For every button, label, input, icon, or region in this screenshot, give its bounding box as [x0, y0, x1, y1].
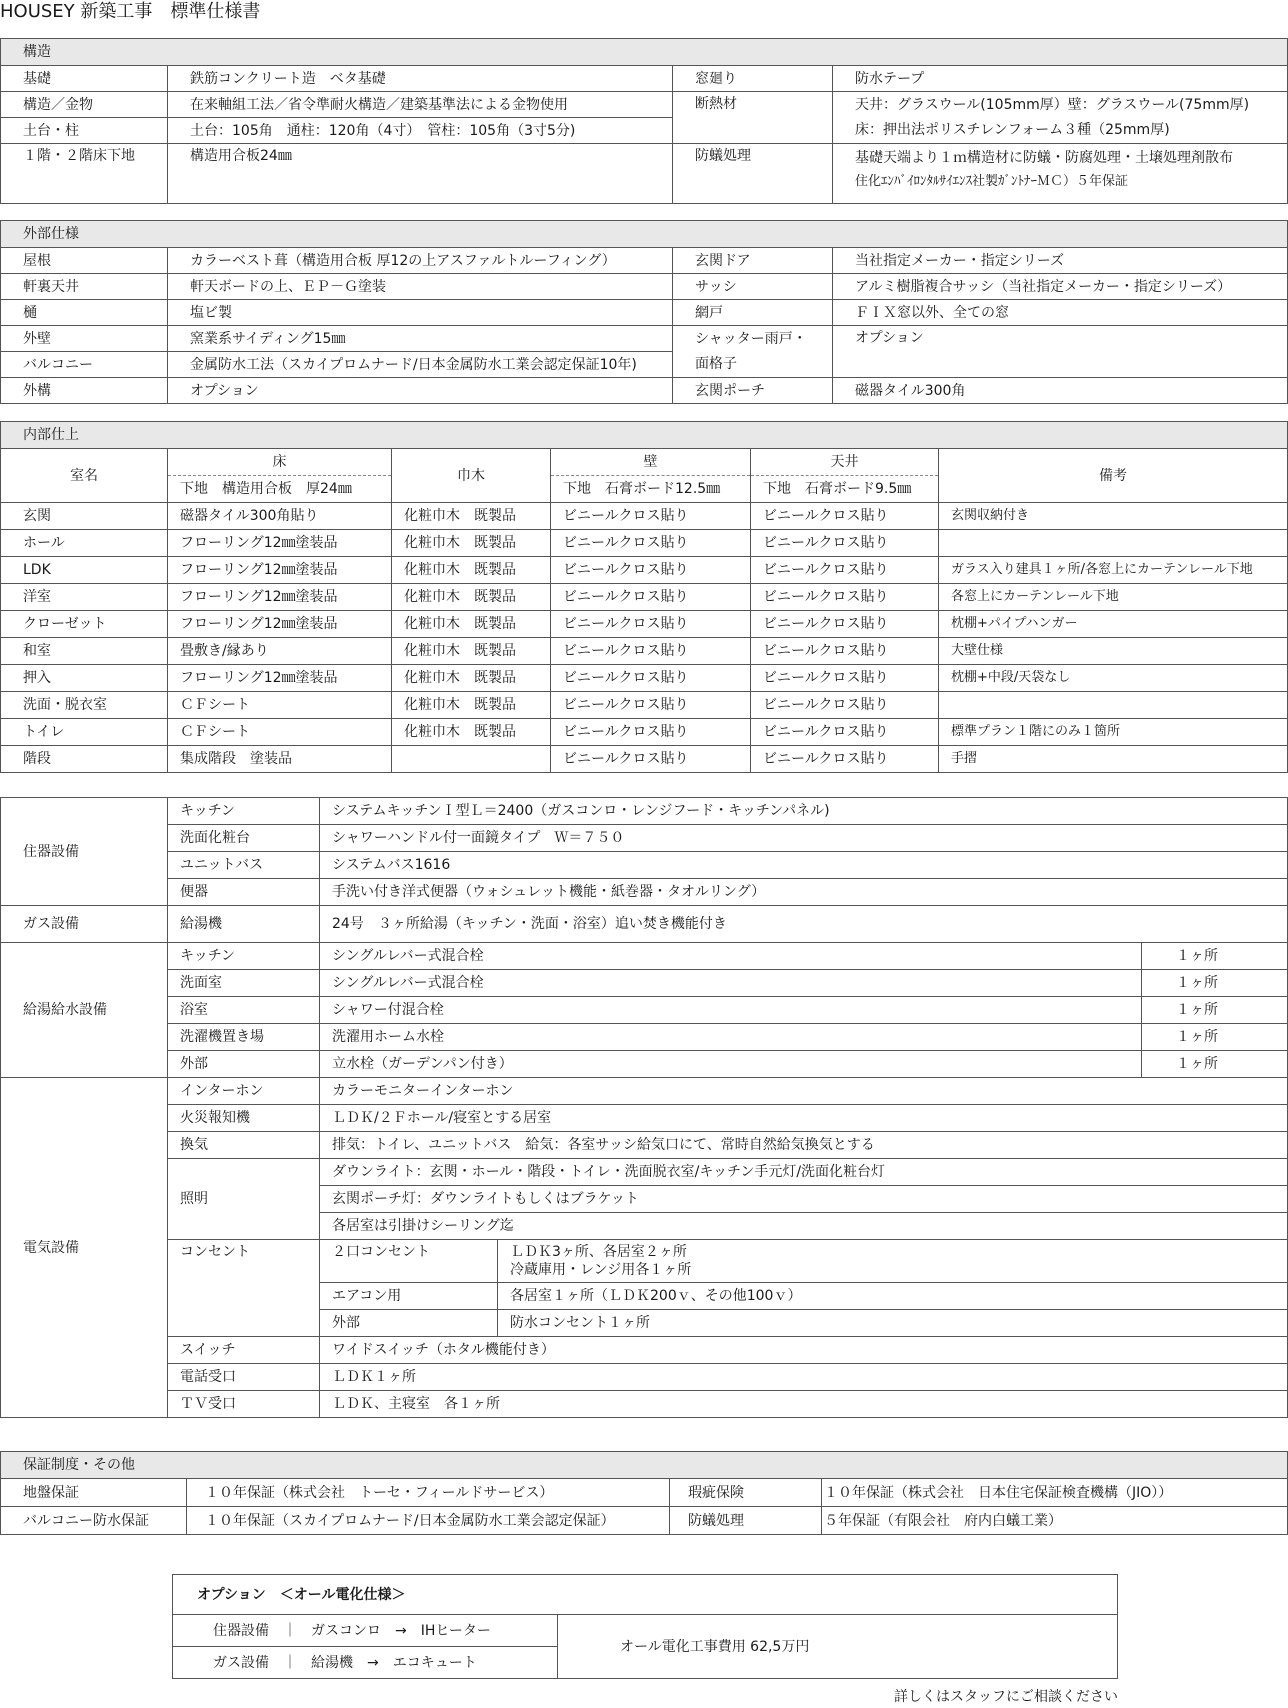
row-label: １階・２階床下地: [1, 144, 168, 204]
row-value: １０年保証（スカイプロムナード/日本金属防水工業会認定保証）: [187, 1507, 670, 1535]
equip-spec: カラーモニターインターホン: [320, 1078, 1288, 1105]
wall-cell: ビニールクロス貼り: [551, 530, 751, 557]
option-row: ガス設備 ｜ 給湯機 → エコキュート: [173, 1647, 558, 1679]
equip-spec: ダウンライト：玄関・ホール・階段・トイレ・洗面脱衣室/キッチン手元灯/洗面化粧台灯: [320, 1159, 1288, 1186]
structure-table: [0, 38, 1288, 204]
equip-item: 換気: [168, 1132, 320, 1159]
option-row: 住器設備 ｜ ガスコンロ → IHヒーター: [173, 1615, 558, 1647]
equip-spec: シャワー付混合栓: [320, 997, 1142, 1024]
warranty-table: [0, 1451, 1288, 1535]
row-value: 磁器タイル300角: [833, 378, 1288, 404]
housing-label: 住器設備: [1, 798, 168, 906]
row-label: 軒裏天井: [1, 274, 168, 300]
row-value: 在来軸組工法／省令準耐火構造／建築基準法による金物使用: [168, 92, 673, 118]
equip-spec: ＬＤＫ１ヶ所: [320, 1364, 1288, 1391]
equip-spec: システムキッチンＩ型Ｌ＝2400（ガスコンロ・レンジフード・キッチンパネル): [320, 798, 1288, 825]
col-floor: 床: [168, 449, 392, 476]
baseboard-cell: 化粧巾木 既製品: [392, 530, 551, 557]
equip-spec: 排気：トイレ、ユニットバス 給気：各室サッシ給気口にて、常時自然給気換気とする: [320, 1132, 1288, 1159]
equip-qty: １ヶ所: [1142, 970, 1288, 997]
row-value: 天井：グラスウール(105mm厚）壁：グラスウール(75mm厚): [833, 92, 1288, 118]
room-cell: トイレ: [1, 719, 168, 746]
row-value: アルミ樹脂複合サッシ（当社指定メーカー・指定シリーズ）: [833, 274, 1288, 300]
row-label: 玄関ドア: [673, 248, 833, 274]
room-cell: クローゼット: [1, 611, 168, 638]
row-label: 防蟻処理: [673, 144, 833, 204]
baseboard-cell: 化粧巾木 既製品: [392, 692, 551, 719]
equip-qty: １ヶ所: [1142, 997, 1288, 1024]
equip-item: コンセント: [168, 1240, 320, 1337]
table-row: [1, 584, 1288, 611]
ceiling-cell: ビニールクロス貼り: [751, 557, 939, 584]
equip-item: ＴＶ受口: [168, 1391, 320, 1418]
interior-table: [0, 421, 1288, 773]
ceiling-cell: ビニールクロス貼り: [751, 665, 939, 692]
exterior-heading: 外部仕様: [1, 221, 1288, 248]
equip-spec: ＬＤＫ、主寝室 各１ヶ所: [320, 1391, 1288, 1418]
room-cell: 和室: [1, 638, 168, 665]
outlet-value: 防水コンセント１ヶ所: [498, 1310, 1288, 1337]
table-row: [1, 503, 1288, 530]
col-room: 室名: [1, 449, 168, 503]
row-label: 玄関ポーチ: [673, 378, 833, 404]
wall-cell: ビニールクロス貼り: [551, 665, 751, 692]
row-value: 塩ビ製: [168, 300, 673, 326]
room-cell: 押入: [1, 665, 168, 692]
note-cell: [939, 692, 1288, 719]
row-label: 外壁: [1, 326, 168, 352]
option-box: [172, 1574, 1118, 1679]
ceiling-cell: ビニールクロス貼り: [751, 530, 939, 557]
row-label: 窓廻り: [673, 66, 833, 92]
outlet-value: ＬＤＫ3ヶ所、各居室２ヶ所: [510, 1244, 687, 1260]
equip-item: 便器: [168, 879, 320, 906]
table-row: [1, 665, 1288, 692]
equip-spec: シングルレバー式混合栓: [320, 970, 1142, 997]
row-label: 瑕疵保険: [670, 1479, 822, 1507]
baseboard-cell: 化粧巾木 既製品: [392, 584, 551, 611]
note-cell: 標準プラン１階にのみ１箇所: [939, 719, 1288, 746]
equip-item: 外部: [168, 1051, 320, 1078]
row-label: 面格子: [673, 352, 833, 378]
row-value: 金属防水工法（スカイプロムナード/日本金属防水工業会認定保証10年): [168, 352, 673, 378]
row-value: カラーベスト葺（構造用合板 厚12の上アスファルトルーフィング）: [168, 248, 673, 274]
table-row: [1, 746, 1288, 773]
equip-item: 洗面室: [168, 970, 320, 997]
interior-rows: [1, 503, 1288, 773]
row-value: ５年保証（有限会社 府内白蟻工業）: [822, 1507, 1288, 1535]
col-notes: 備考: [939, 449, 1288, 503]
row-label: 土台・柱: [1, 118, 168, 144]
equip-spec: 24号 ３ヶ所給湯（キッチン・洗面・浴室）追い焚き機能付き: [320, 906, 1288, 943]
room-cell: 洗面・脱衣室: [1, 692, 168, 719]
row-value: オプション: [833, 326, 1288, 378]
floor-cell: フローリング12㎜塗装品: [168, 557, 392, 584]
option-cost: オール電化工事費用 62,5万円: [558, 1615, 1118, 1679]
ceiling-cell: ビニールクロス貼り: [751, 638, 939, 665]
interior-heading: 内部仕上: [1, 422, 1288, 449]
equip-spec: システムバス1616: [320, 852, 1288, 879]
equip-spec: 洗濯用ホーム水栓: [320, 1024, 1142, 1051]
warranty-heading: 保証制度・その他: [1, 1452, 1288, 1479]
ceiling-cell: ビニールクロス貼り: [751, 692, 939, 719]
row-value: オプション: [168, 378, 673, 404]
note-cell: [939, 530, 1288, 557]
note-cell: 枕棚+中段/天袋なし: [939, 665, 1288, 692]
equip-item: 給湯機: [168, 906, 320, 943]
baseboard-cell: 化粧巾木 既製品: [392, 557, 551, 584]
floor-cell: ＣＦシート: [168, 692, 392, 719]
row-value: 基礎天端より１ｍ構造材に防蟻・防腐処理・土壌処理剤散布: [855, 150, 1233, 166]
row-label: シャッター雨戸・: [673, 326, 833, 352]
wall-cell: ビニールクロス貼り: [551, 746, 751, 773]
row-label: サッシ: [673, 274, 833, 300]
footer-note: 詳しくはスタッフにご相談ください: [894, 1689, 1118, 1705]
row-label: 地盤保証: [1, 1479, 187, 1507]
row-label: バルコニー防水保証: [1, 1507, 187, 1535]
table-row: [1, 692, 1288, 719]
row-value: 窯業系サイディング15㎜: [168, 326, 673, 352]
row-label: 断熱材: [673, 92, 833, 144]
equip-item: 照明: [168, 1159, 320, 1240]
wall-cell: ビニールクロス貼り: [551, 692, 751, 719]
row-label: 構造／金物: [1, 92, 168, 118]
row-label: 基礎: [1, 66, 168, 92]
wall-cell: ビニールクロス貼り: [551, 503, 751, 530]
ceiling-cell: ビニールクロス貼り: [751, 746, 939, 773]
floor-cell: フローリング12㎜塗装品: [168, 665, 392, 692]
row-label: バルコニー: [1, 352, 168, 378]
row-value: 土台：105角 通柱：120角（4寸） 管柱：105角（3寸5分): [168, 118, 673, 144]
baseboard-cell: 化粧巾木 既製品: [392, 719, 551, 746]
room-cell: 階段: [1, 746, 168, 773]
floor-cell: 畳敷き/縁あり: [168, 638, 392, 665]
ceiling-cell: ビニールクロス貼り: [751, 719, 939, 746]
table-row: [1, 611, 1288, 638]
row-value: ＦＩＸ窓以外、全ての窓: [833, 300, 1288, 326]
col-baseboard: 巾木: [392, 449, 551, 503]
outlet-value: 冷蔵庫用・レンジ用各１ヶ所: [510, 1262, 692, 1278]
equipment-table: [0, 797, 1288, 1418]
baseboard-cell: [392, 746, 551, 773]
col-ceiling: 天井: [751, 449, 939, 476]
room-cell: ホール: [1, 530, 168, 557]
equip-spec: 玄関ポーチ灯：ダウンライトもしくはブラケット: [320, 1186, 1288, 1213]
water-label: 給湯給水設備: [1, 943, 168, 1078]
equip-spec: シングルレバー式混合栓: [320, 943, 1142, 970]
note-cell: ガラス入り建具１ヶ所/各窓上にカーテンレール下地: [939, 557, 1288, 584]
outlet-value: 各居室１ヶ所（ＬＤＫ200ｖ、その他100ｖ）: [498, 1283, 1288, 1310]
equip-spec: ＬＤＫ/２Ｆホール/寝室とする居室: [320, 1105, 1288, 1132]
structure-heading: 構造: [1, 39, 1288, 66]
note-cell: 玄関収納付き: [939, 503, 1288, 530]
outlet-sub: ２口コンセント: [320, 1240, 498, 1283]
option-title: オプション ＜オール電化仕様＞: [173, 1575, 1118, 1615]
baseboard-cell: 化粧巾木 既製品: [392, 665, 551, 692]
equip-item: キッチン: [168, 798, 320, 825]
room-cell: 玄関: [1, 503, 168, 530]
outlet-sub: エアコン用: [320, 1283, 498, 1310]
page-title: HOUSEY 新築工事 標準仕様書: [0, 1, 261, 22]
floor-cell: フローリング12㎜塗装品: [168, 584, 392, 611]
col-wall-sub: 下地 石膏ボード12.5㎜: [551, 476, 751, 503]
row-value: 鉄筋コンクリート造 ベタ基礎: [168, 66, 673, 92]
note-cell: 手摺: [939, 746, 1288, 773]
baseboard-cell: 化粧巾木 既製品: [392, 611, 551, 638]
ceiling-cell: ビニールクロス貼り: [751, 503, 939, 530]
equip-spec: 手洗い付き洋式便器（ウォシュレット機能・紙巻器・タオルリング）: [320, 879, 1288, 906]
floor-cell: フローリング12㎜塗装品: [168, 530, 392, 557]
note-cell: 枕棚+パイプハンガー: [939, 611, 1288, 638]
equip-item: 火災報知機: [168, 1105, 320, 1132]
equip-spec: 各居室は引掛けシーリング迄: [320, 1213, 1288, 1240]
wall-cell: ビニールクロス貼り: [551, 638, 751, 665]
baseboard-cell: 化粧巾木 既製品: [392, 503, 551, 530]
row-value: 防水テープ: [833, 66, 1288, 92]
equip-item: 洗面化粧台: [168, 825, 320, 852]
row-value: １０年保証（株式会社 トーセ・フィールドサービス）: [187, 1479, 670, 1507]
equip-spec: 立水栓（ガーデンパン付き）: [320, 1051, 1142, 1078]
equip-item: 洗濯機置き場: [168, 1024, 320, 1051]
row-value: 当社指定メーカー・指定シリーズ: [833, 248, 1288, 274]
electric-label: 電気設備: [1, 1078, 168, 1418]
note-cell: 大壁仕様: [939, 638, 1288, 665]
equip-item: キッチン: [168, 943, 320, 970]
note-cell: 各窓上にカーテンレール下地: [939, 584, 1288, 611]
equip-qty: １ヶ所: [1142, 943, 1288, 970]
table-row: [1, 557, 1288, 584]
wall-cell: ビニールクロス貼り: [551, 611, 751, 638]
baseboard-cell: 化粧巾木 既製品: [392, 638, 551, 665]
row-label: 網戸: [673, 300, 833, 326]
row-value: 軒天ボードの上、ＥＰ－Ｇ塗装: [168, 274, 673, 300]
floor-cell: フローリング12㎜塗装品: [168, 611, 392, 638]
col-floor-sub: 下地 構造用合板 厚24㎜: [168, 476, 392, 503]
floor-cell: 磁器タイル300角貼り: [168, 503, 392, 530]
wall-cell: ビニールクロス貼り: [551, 584, 751, 611]
wall-cell: ビニールクロス貼り: [551, 557, 751, 584]
ceiling-cell: ビニールクロス貼り: [751, 584, 939, 611]
table-row: [1, 719, 1288, 746]
equip-item: 浴室: [168, 997, 320, 1024]
wall-cell: ビニールクロス貼り: [551, 719, 751, 746]
equip-spec: ワイドスイッチ（ホタル機能付き）: [320, 1337, 1288, 1364]
exterior-table: [0, 220, 1288, 404]
floor-cell: 集成階段 塗装品: [168, 746, 392, 773]
table-row: [1, 530, 1288, 557]
col-wall: 壁: [551, 449, 751, 476]
equip-item: ユニットバス: [168, 852, 320, 879]
ceiling-cell: ビニールクロス貼り: [751, 611, 939, 638]
row-value: １０年保証（株式会社 日本住宅保証検査機構（JIO））: [822, 1479, 1288, 1507]
equip-qty: １ヶ所: [1142, 1024, 1288, 1051]
row-label: 防蟻処理: [670, 1507, 822, 1535]
col-ceiling-sub: 下地 石膏ボード9.5㎜: [751, 476, 939, 503]
equip-spec: シャワーハンドル付一面鏡タイプ Ｗ＝７５０: [320, 825, 1288, 852]
table-row: [1, 638, 1288, 665]
equip-item: スイッチ: [168, 1337, 320, 1364]
row-label: 樋: [1, 300, 168, 326]
gas-label: ガス設備: [1, 906, 168, 943]
row-value: 構造用合板24㎜: [168, 144, 673, 204]
equip-item: インターホン: [168, 1078, 320, 1105]
outlet-sub: 外部: [320, 1310, 498, 1337]
row-label: 外構: [1, 378, 168, 404]
room-cell: LDK: [1, 557, 168, 584]
row-value: 床：押出法ポリスチレンフォーム３種（25mm厚): [833, 118, 1288, 144]
floor-cell: ＣＦシート: [168, 719, 392, 746]
equip-item: 電話受口: [168, 1364, 320, 1391]
equip-qty: １ヶ所: [1142, 1051, 1288, 1078]
row-value: 住化ｴﾝﾊﾞｲﾛﾝﾀﾙｻｲｴﾝｽ社製ｶﾞﾝﾄﾅｰＭＣ）５年保証: [855, 174, 1129, 189]
row-label: 屋根: [1, 248, 168, 274]
room-cell: 洋室: [1, 584, 168, 611]
